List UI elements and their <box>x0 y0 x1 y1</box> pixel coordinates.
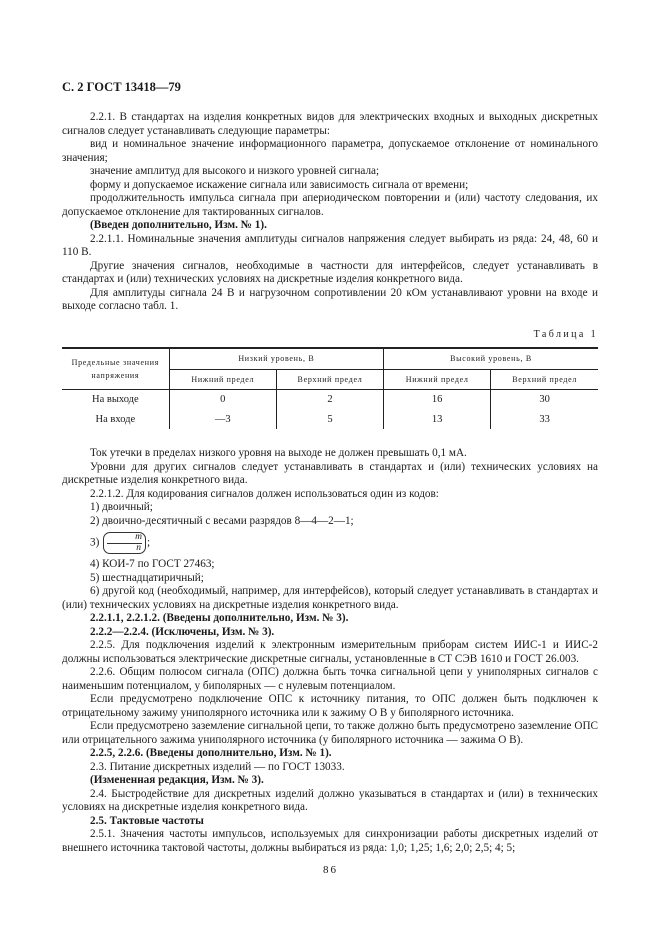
table-header-low: Низкий уровень, В <box>169 348 383 369</box>
fraction-suffix: ; <box>147 536 151 549</box>
document-body <box>62 111 598 855</box>
table-cell: 30 <box>491 390 598 410</box>
table-cell: 2 <box>276 390 383 410</box>
table-cell: 33 <box>491 410 598 430</box>
table-subheader: Нижний предел <box>169 369 276 390</box>
paragraphs-top <box>62 111 598 314</box>
fraction-prefix: 3) <box>90 536 100 549</box>
table-cell: 5 <box>276 410 383 430</box>
fraction-numerator: m <box>107 533 142 544</box>
paragraph: Для амплитуды сигнала 24 В и нагрузочном сопротивлении 20 кОм устанавливают уровни на входе и выходе согласно табл. 1. <box>62 286 598 312</box>
table-cell: На входе <box>62 410 169 430</box>
table-subheader: Верхний предел <box>276 369 383 390</box>
paragraph: форму и допускаемое искажение сигнала или зависимость сигнала от времени; <box>90 178 469 191</box>
table-subheader: Нижний предел <box>384 369 491 390</box>
paragraph: Ток утечки в пределах низкого уровня на выходе не должен превышать 0,1 мА. <box>90 447 467 459</box>
voltage-levels-table <box>62 347 598 429</box>
paragraph: значение амплитуд для высокого и низкого уровней сигнала; <box>90 165 380 177</box>
paragraph: 1) двоичный; <box>90 501 153 513</box>
paragraph: 2) двоично-десятичный с весами разрядов 8—4—2—1; <box>90 514 354 527</box>
table-cell: —3 <box>169 410 276 430</box>
paragraph: (Введен дополнительно, Изм. № 1). <box>90 219 267 231</box>
page-header: С. 2 ГОСТ 13418—79 <box>62 80 181 94</box>
paragraph: 2.2.1.1, 2.2.1.2. (Введены дополнительно, Изм. № 3). <box>90 612 349 624</box>
fraction-list-item <box>62 532 598 554</box>
paragraph: 2.2.5. Для подключения изделий к электронным измерительным приборам систем ИИС-1 и ИИС-2 должны использоваться электрические дискретные сигналы, установленные в СТ СЭВ 1610 и ГОСТ 26.003. <box>62 639 598 665</box>
page-number: 86 <box>323 864 338 876</box>
table-cell: 16 <box>384 390 491 410</box>
table-header-high: Высокий уровень, В <box>384 348 598 369</box>
paragraph: 2.2.1. В стандартах на изделия конкретных видов для электрических входных и выходных дискретных сигналов следует устанавливать следующие параметры: <box>62 111 598 137</box>
table-subheader: Верхний предел <box>491 369 598 390</box>
paragraph: 2.5.1. Значения частоты импульсов, используемых для синхронизации работы дискретных изделий от внешнего источника тактовой частоты, должны выбираться из ряда: 1,0; 1,25; 1,6; 2,0; 2,5; 4; 5; <box>62 828 598 854</box>
paragraph: Уровни для других сигналов следует устанавливать в стандартах и (или) технических условиях на дискретные изделия конкретного вида. <box>62 460 598 486</box>
table-cell: 0 <box>169 390 276 410</box>
paragraphs-bottom <box>62 558 598 855</box>
paragraph: 2.2.1.2. Для кодирования сигналов должен использоваться один из кодов: <box>90 487 439 500</box>
paragraph: 2.2.5, 2.2.6. (Введены дополнительно, Изм. № 1). <box>90 747 332 759</box>
table-cell: На выходе <box>62 390 169 410</box>
table-row <box>62 390 598 410</box>
table-cell: 13 <box>384 410 491 430</box>
paragraphs-mid <box>62 447 598 528</box>
paragraph: 4) КОИ-7 по ГОСТ 27463; <box>90 558 215 570</box>
paragraph: 5) шестнадцатиричный; <box>90 571 204 584</box>
paragraph: 2.2.2—2.2.4. (Исключены, Изм. № 3). <box>90 625 275 638</box>
paragraph: Другие значения сигналов, необходимые в частности для интерфейсов, следует устанавливать в стандартах и (или) технических условиях на дискретные изделия конкретного вида. <box>62 259 598 285</box>
table-caption: Таблица 1 <box>533 328 598 340</box>
table-row <box>62 410 598 430</box>
paragraph: Если предусмотрено заземление сигнальной цепи, то также должно быть предусмотрено заземление ОПС или отрицательного зажима униполярного источника (у биполярного источника — зажима О В). <box>62 720 598 746</box>
paragraph: вид и номинальное значение информационного параметра, допускаемое отклонение от номинального значения; <box>62 138 598 164</box>
fraction-denominator: n <box>136 543 141 553</box>
paragraph: 2.3. Питание дискретных изделий — по ГОСТ 13033. <box>90 760 345 773</box>
paragraph: продолжительность импульса сигнала при апериодическом повторении и (или) частоту следования, их допускаемое отклонение для тактированных сигналов. <box>62 192 598 218</box>
fraction-m-over-n <box>103 532 146 554</box>
paragraph: Если предусмотрено подключение ОПС к источнику питания, то ОПС должен быть подключен к отрицательному зажиму униполярного источника или к зажиму О В у биполярного источника. <box>62 693 598 719</box>
paragraph: 2.5. Тактовые частоты <box>90 814 204 827</box>
paragraph: (Измененная редакция, Изм. № 3). <box>90 774 264 786</box>
paragraph: 2.2.1.1. Номинальные значения амплитуды сигналов напряжения следует выбирать из ряда: 24, 48, 60 и 110 В. <box>62 232 598 258</box>
paragraph: 2.2.6. Общим полюсом сигнала (ОПС) должна быть точка сигнальной цепи у униполярных сигналов с наименьшим потенциалом, у биполярных — с нулевым потенциалом. <box>62 666 598 692</box>
table-header-col: Предельные значения напряжения <box>62 348 169 390</box>
paragraph: 2.4. Быстродействие для дискретных изделий должно указываться в стандартах и (или) в технических условиях на дискретные изделия конкретного вида. <box>62 787 598 813</box>
paragraph: 6) другой код (необходимый, например, для интерфейсов), который следует устанавливать в стандартах и (или) технических условиях на дискретные изделия конкретного вида. <box>62 585 598 611</box>
